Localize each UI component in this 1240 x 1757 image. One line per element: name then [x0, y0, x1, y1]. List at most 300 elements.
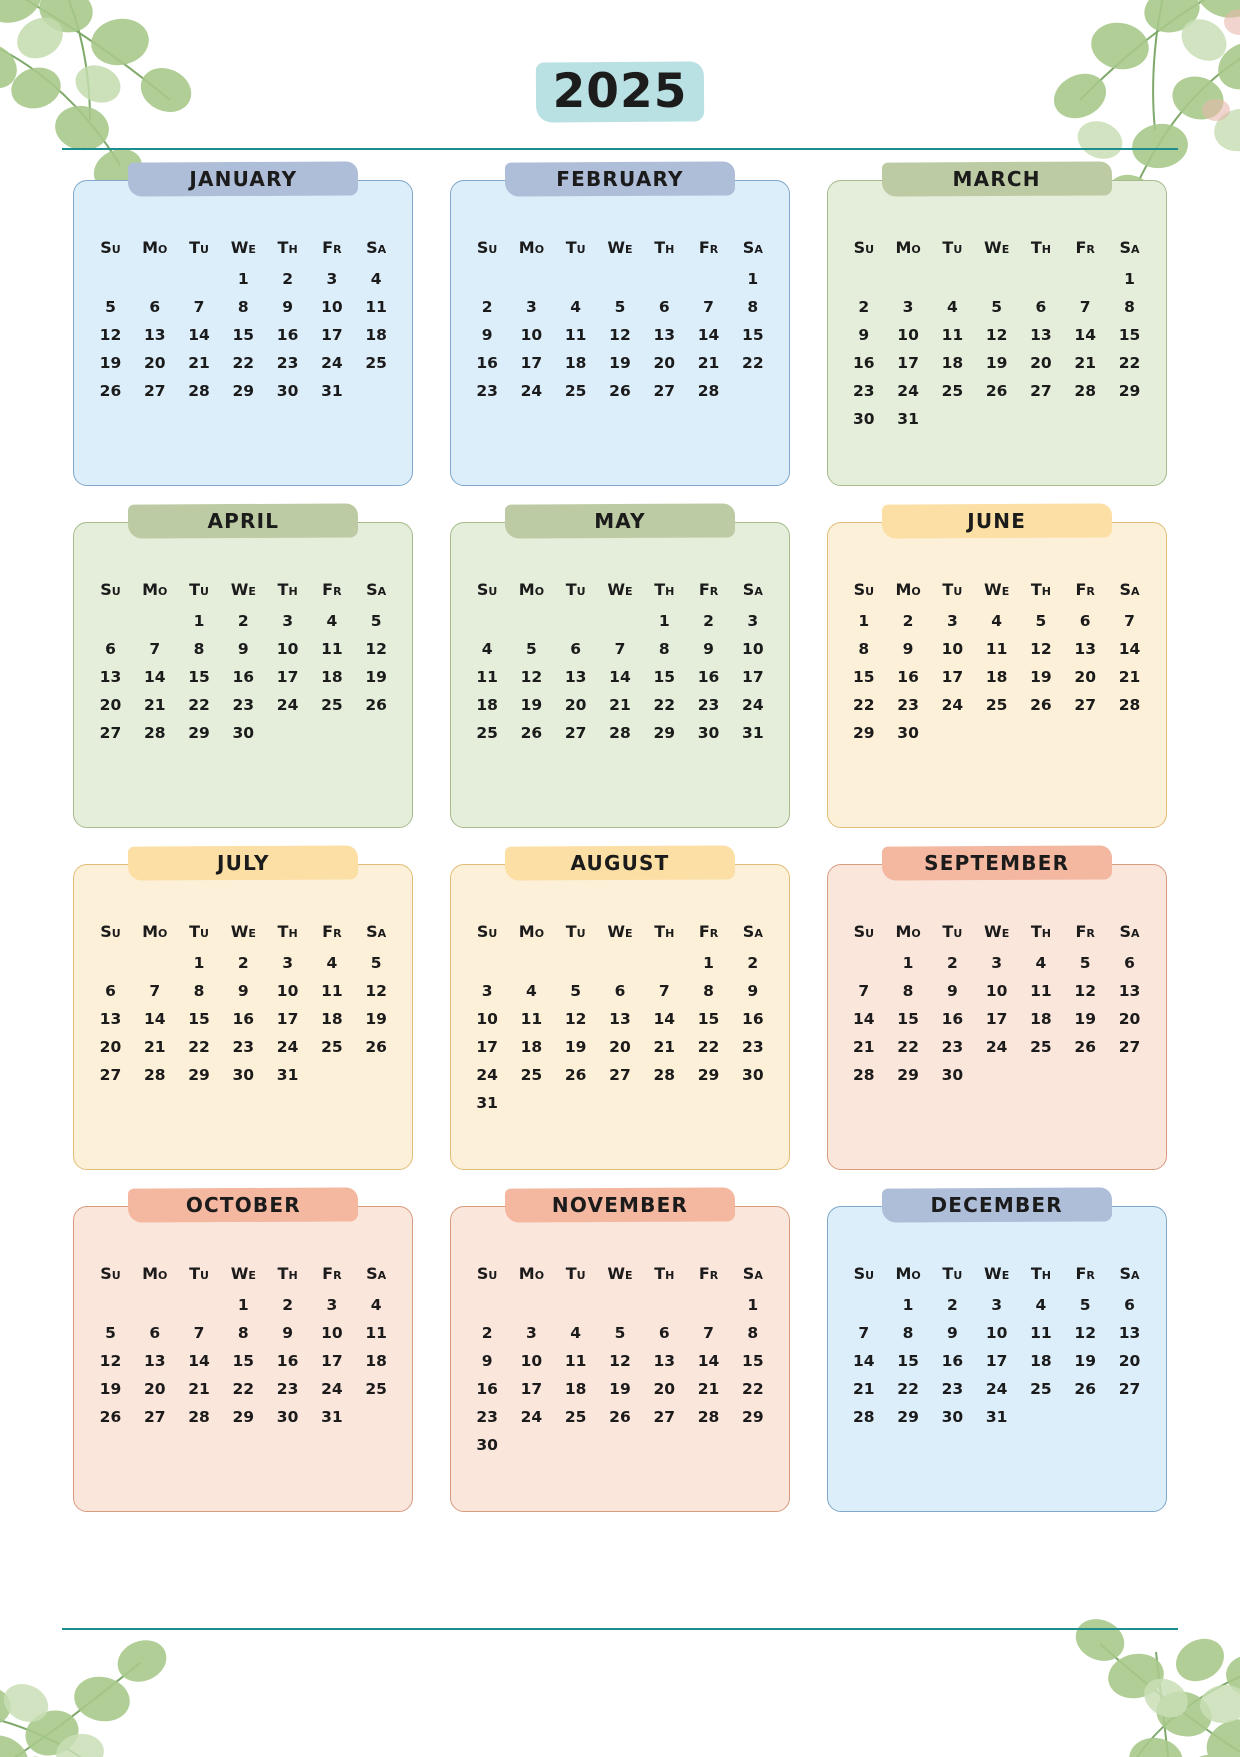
- day-cell[interactable]: 16: [276, 1352, 299, 1370]
- day-cell[interactable]: 23: [476, 382, 498, 400]
- day-cell[interactable]: 25: [321, 1038, 343, 1056]
- day-cell[interactable]: 18: [564, 354, 587, 372]
- day-cell[interactable]: 5: [105, 1324, 116, 1342]
- day-cell[interactable]: 24: [520, 1408, 543, 1426]
- day-cell[interactable]: 12: [564, 1010, 587, 1028]
- day-cell[interactable]: 13: [1030, 326, 1052, 344]
- day-cell[interactable]: 23: [897, 696, 919, 714]
- day-cell[interactable]: 23: [476, 1408, 498, 1426]
- day-cell[interactable]: 25: [476, 724, 498, 742]
- day-cell[interactable]: 13: [143, 326, 166, 344]
- day-cell[interactable]: 22: [1118, 354, 1141, 372]
- day-cell[interactable]: 24: [321, 1380, 343, 1398]
- day-cell[interactable]: 1: [658, 612, 670, 630]
- day-cell[interactable]: 4: [570, 1324, 582, 1342]
- day-cell[interactable]: 7: [149, 640, 161, 658]
- day-cell[interactable]: 13: [653, 326, 676, 344]
- day-cell[interactable]: 6: [658, 1324, 670, 1342]
- day-cell[interactable]: 22: [897, 1380, 919, 1398]
- day-cell[interactable]: 10: [520, 326, 543, 344]
- day-cell[interactable]: 6: [1035, 298, 1047, 316]
- day-cell[interactable]: 26: [609, 382, 631, 400]
- day-cell[interactable]: 18: [1030, 1352, 1052, 1370]
- day-cell[interactable]: 12: [609, 326, 631, 344]
- day-cell[interactable]: 28: [1074, 382, 1096, 400]
- day-cell[interactable]: 3: [326, 1296, 338, 1314]
- day-cell[interactable]: 14: [1118, 640, 1141, 658]
- day-cell[interactable]: 30: [853, 410, 875, 428]
- day-cell[interactable]: 18: [321, 1010, 343, 1028]
- day-cell[interactable]: 15: [742, 326, 764, 344]
- day-cell[interactable]: 17: [742, 668, 764, 686]
- day-cell[interactable]: 26: [1074, 1380, 1096, 1398]
- day-cell[interactable]: 16: [276, 326, 299, 344]
- day-cell[interactable]: 4: [946, 298, 958, 316]
- day-cell[interactable]: 30: [697, 724, 720, 742]
- day-cell[interactable]: 26: [365, 696, 387, 714]
- day-cell[interactable]: 27: [1118, 1380, 1141, 1398]
- day-cell[interactable]: 5: [526, 640, 537, 658]
- day-cell[interactable]: 23: [276, 354, 299, 372]
- day-cell[interactable]: 21: [143, 696, 166, 714]
- day-cell[interactable]: 8: [1124, 298, 1135, 316]
- day-cell[interactable]: 2: [946, 1296, 958, 1314]
- day-cell[interactable]: 22: [188, 1038, 210, 1056]
- day-cell[interactable]: 29: [653, 724, 676, 742]
- day-cell[interactable]: 10: [897, 326, 919, 344]
- day-cell[interactable]: 28: [188, 382, 210, 400]
- day-cell[interactable]: 23: [941, 1038, 964, 1056]
- day-cell[interactable]: 18: [941, 354, 964, 372]
- day-cell[interactable]: 8: [703, 982, 714, 1000]
- day-cell[interactable]: 21: [853, 1380, 875, 1398]
- day-cell[interactable]: 21: [188, 1380, 210, 1398]
- day-cell[interactable]: 8: [658, 640, 670, 658]
- day-cell[interactable]: 10: [985, 1324, 1008, 1342]
- day-cell[interactable]: 10: [520, 1352, 543, 1370]
- day-cell[interactable]: 5: [370, 612, 382, 630]
- day-cell[interactable]: 26: [99, 1408, 122, 1426]
- day-cell[interactable]: 30: [742, 1066, 764, 1084]
- day-cell[interactable]: 24: [985, 1380, 1008, 1398]
- day-cell[interactable]: 15: [232, 326, 255, 344]
- day-cell[interactable]: 12: [365, 640, 387, 658]
- day-cell[interactable]: 24: [520, 382, 543, 400]
- day-cell[interactable]: 28: [853, 1066, 875, 1084]
- day-cell[interactable]: 21: [143, 1038, 166, 1056]
- day-cell[interactable]: 15: [188, 668, 210, 686]
- day-cell[interactable]: 9: [282, 298, 293, 316]
- day-cell[interactable]: 5: [570, 982, 582, 1000]
- day-cell[interactable]: 20: [143, 354, 166, 372]
- day-cell[interactable]: 7: [858, 982, 870, 1000]
- day-cell[interactable]: 17: [276, 668, 299, 686]
- day-cell[interactable]: 31: [476, 1094, 498, 1112]
- day-cell[interactable]: 7: [149, 982, 161, 1000]
- day-cell[interactable]: 19: [985, 354, 1008, 372]
- day-cell[interactable]: 10: [476, 1010, 498, 1028]
- day-cell[interactable]: 6: [105, 640, 116, 658]
- day-cell[interactable]: 26: [1030, 696, 1052, 714]
- day-cell[interactable]: 15: [1118, 326, 1141, 344]
- day-cell[interactable]: 31: [321, 1408, 343, 1426]
- day-cell[interactable]: 27: [653, 1408, 676, 1426]
- day-cell[interactable]: 7: [614, 640, 626, 658]
- day-cell[interactable]: 2: [481, 1324, 493, 1342]
- day-cell[interactable]: 1: [858, 612, 870, 630]
- day-cell[interactable]: 17: [897, 354, 919, 372]
- day-cell[interactable]: 21: [609, 696, 631, 714]
- day-cell[interactable]: 10: [941, 640, 964, 658]
- day-cell[interactable]: 14: [853, 1352, 875, 1370]
- day-cell[interactable]: 13: [609, 1010, 631, 1028]
- day-cell[interactable]: 3: [282, 612, 293, 630]
- day-cell[interactable]: 30: [941, 1408, 964, 1426]
- day-cell[interactable]: 11: [1030, 982, 1052, 1000]
- day-cell[interactable]: 12: [99, 326, 122, 344]
- day-cell[interactable]: 27: [1074, 696, 1096, 714]
- day-cell[interactable]: 12: [1074, 1324, 1096, 1342]
- day-cell[interactable]: 2: [481, 298, 493, 316]
- day-cell[interactable]: 28: [853, 1408, 875, 1426]
- day-cell[interactable]: 1: [237, 1296, 249, 1314]
- day-cell[interactable]: 5: [1035, 612, 1047, 630]
- day-cell[interactable]: 4: [1035, 954, 1047, 972]
- day-cell[interactable]: 11: [985, 640, 1008, 658]
- day-cell[interactable]: 20: [653, 1380, 676, 1398]
- day-cell[interactable]: 28: [697, 382, 720, 400]
- day-cell[interactable]: 5: [1079, 1296, 1091, 1314]
- day-cell[interactable]: 19: [99, 1380, 122, 1398]
- day-cell[interactable]: 5: [370, 954, 382, 972]
- day-cell[interactable]: 31: [897, 410, 919, 428]
- day-cell[interactable]: 25: [985, 696, 1008, 714]
- day-cell[interactable]: 22: [897, 1038, 919, 1056]
- day-cell[interactable]: 1: [747, 1296, 759, 1314]
- day-cell[interactable]: 27: [564, 724, 587, 742]
- day-cell[interactable]: 19: [564, 1038, 587, 1056]
- day-cell[interactable]: 18: [1030, 1010, 1052, 1028]
- day-cell[interactable]: 7: [858, 1324, 870, 1342]
- day-cell[interactable]: 8: [193, 640, 205, 658]
- day-cell[interactable]: 10: [321, 1324, 343, 1342]
- day-cell[interactable]: 24: [276, 696, 299, 714]
- day-cell[interactable]: 11: [564, 1352, 587, 1370]
- day-cell[interactable]: 4: [526, 982, 537, 1000]
- day-cell[interactable]: 5: [991, 298, 1003, 316]
- day-cell[interactable]: 3: [902, 298, 914, 316]
- day-cell[interactable]: 17: [520, 1380, 543, 1398]
- day-cell[interactable]: 10: [276, 640, 299, 658]
- day-cell[interactable]: 8: [237, 298, 249, 316]
- day-cell[interactable]: 14: [1074, 326, 1096, 344]
- day-cell[interactable]: 16: [476, 354, 498, 372]
- day-cell[interactable]: 9: [703, 640, 714, 658]
- day-cell[interactable]: 17: [985, 1010, 1008, 1028]
- day-cell[interactable]: 8: [237, 1324, 249, 1342]
- day-cell[interactable]: 2: [282, 270, 293, 288]
- day-cell[interactable]: 12: [985, 326, 1008, 344]
- day-cell[interactable]: 15: [742, 1352, 764, 1370]
- day-cell[interactable]: 13: [143, 1352, 166, 1370]
- day-cell[interactable]: 8: [902, 982, 914, 1000]
- day-cell[interactable]: 30: [897, 724, 919, 742]
- day-cell[interactable]: 18: [520, 1038, 543, 1056]
- day-cell[interactable]: 27: [143, 1408, 166, 1426]
- day-cell[interactable]: 26: [1074, 1038, 1096, 1056]
- day-cell[interactable]: 29: [853, 724, 875, 742]
- day-cell[interactable]: 10: [276, 982, 299, 1000]
- day-cell[interactable]: 7: [193, 298, 205, 316]
- day-cell[interactable]: 9: [237, 982, 249, 1000]
- day-cell[interactable]: 27: [609, 1066, 631, 1084]
- day-cell[interactable]: 10: [985, 982, 1008, 1000]
- day-cell[interactable]: 25: [321, 696, 343, 714]
- day-cell[interactable]: 27: [1030, 382, 1052, 400]
- day-cell[interactable]: 1: [1124, 270, 1135, 288]
- day-cell[interactable]: 22: [853, 696, 875, 714]
- day-cell[interactable]: 24: [476, 1066, 498, 1084]
- day-cell[interactable]: 31: [321, 382, 343, 400]
- day-cell[interactable]: 22: [188, 696, 210, 714]
- day-cell[interactable]: 4: [570, 298, 582, 316]
- day-cell[interactable]: 18: [365, 1352, 387, 1370]
- day-cell[interactable]: 20: [1118, 1010, 1141, 1028]
- day-cell[interactable]: 9: [902, 640, 914, 658]
- day-cell[interactable]: 9: [237, 640, 249, 658]
- day-cell[interactable]: 20: [1030, 354, 1052, 372]
- day-cell[interactable]: 20: [609, 1038, 631, 1056]
- day-cell[interactable]: 17: [476, 1038, 498, 1056]
- day-cell[interactable]: 12: [520, 668, 543, 686]
- day-cell[interactable]: 7: [1079, 298, 1091, 316]
- day-cell[interactable]: 10: [742, 640, 764, 658]
- day-cell[interactable]: 16: [232, 668, 255, 686]
- day-cell[interactable]: 4: [991, 612, 1003, 630]
- day-cell[interactable]: 14: [143, 668, 166, 686]
- day-cell[interactable]: 8: [747, 298, 759, 316]
- day-cell[interactable]: 1: [703, 954, 714, 972]
- day-cell[interactable]: 16: [941, 1352, 964, 1370]
- day-cell[interactable]: 16: [897, 668, 919, 686]
- day-cell[interactable]: 12: [365, 982, 387, 1000]
- day-cell[interactable]: 1: [193, 954, 205, 972]
- day-cell[interactable]: 11: [941, 326, 964, 344]
- day-cell[interactable]: 28: [697, 1408, 720, 1426]
- day-cell[interactable]: 6: [1079, 612, 1091, 630]
- day-cell[interactable]: 14: [653, 1010, 676, 1028]
- day-cell[interactable]: 1: [902, 954, 914, 972]
- day-cell[interactable]: 22: [742, 1380, 764, 1398]
- day-cell[interactable]: 7: [703, 1324, 714, 1342]
- day-cell[interactable]: 18: [321, 668, 343, 686]
- day-cell[interactable]: 7: [193, 1324, 205, 1342]
- day-cell[interactable]: 25: [564, 382, 587, 400]
- day-cell[interactable]: 7: [703, 298, 714, 316]
- day-cell[interactable]: 13: [1074, 640, 1096, 658]
- day-cell[interactable]: 31: [276, 1066, 299, 1084]
- day-cell[interactable]: 21: [1118, 668, 1141, 686]
- day-cell[interactable]: 26: [985, 382, 1008, 400]
- day-cell[interactable]: 17: [321, 1352, 343, 1370]
- day-cell[interactable]: 17: [276, 1010, 299, 1028]
- day-cell[interactable]: 10: [321, 298, 343, 316]
- day-cell[interactable]: 22: [697, 1038, 720, 1056]
- day-cell[interactable]: 9: [946, 982, 958, 1000]
- day-cell[interactable]: 28: [143, 1066, 166, 1084]
- day-cell[interactable]: 29: [697, 1066, 720, 1084]
- day-cell[interactable]: 25: [1030, 1038, 1052, 1056]
- day-cell[interactable]: 3: [747, 612, 759, 630]
- day-cell[interactable]: 4: [326, 612, 338, 630]
- day-cell[interactable]: 6: [149, 1324, 161, 1342]
- day-cell[interactable]: 30: [276, 1408, 299, 1426]
- day-cell[interactable]: 29: [232, 382, 255, 400]
- day-cell[interactable]: 17: [321, 326, 343, 344]
- day-cell[interactable]: 22: [742, 354, 764, 372]
- day-cell[interactable]: 11: [365, 298, 387, 316]
- day-cell[interactable]: 30: [276, 382, 299, 400]
- day-cell[interactable]: 21: [697, 354, 720, 372]
- day-cell[interactable]: 27: [1118, 1038, 1141, 1056]
- day-cell[interactable]: 6: [570, 640, 582, 658]
- day-cell[interactable]: 28: [609, 724, 631, 742]
- day-cell[interactable]: 5: [614, 298, 626, 316]
- day-cell[interactable]: 23: [941, 1380, 964, 1398]
- day-cell[interactable]: 16: [742, 1010, 764, 1028]
- day-cell[interactable]: 15: [853, 668, 875, 686]
- day-cell[interactable]: 28: [653, 1066, 676, 1084]
- day-cell[interactable]: 6: [105, 982, 116, 1000]
- day-cell[interactable]: 19: [1074, 1010, 1096, 1028]
- day-cell[interactable]: 9: [858, 326, 870, 344]
- day-cell[interactable]: 29: [188, 1066, 210, 1084]
- day-cell[interactable]: 2: [902, 612, 914, 630]
- day-cell[interactable]: 8: [858, 640, 870, 658]
- day-cell[interactable]: 18: [985, 668, 1008, 686]
- day-cell[interactable]: 21: [697, 1380, 720, 1398]
- day-cell[interactable]: 20: [564, 696, 587, 714]
- day-cell[interactable]: 14: [188, 1352, 210, 1370]
- day-cell[interactable]: 4: [1035, 1296, 1047, 1314]
- day-cell[interactable]: 30: [941, 1066, 964, 1084]
- day-cell[interactable]: 21: [653, 1038, 676, 1056]
- day-cell[interactable]: 14: [609, 668, 631, 686]
- day-cell[interactable]: 30: [232, 724, 255, 742]
- day-cell[interactable]: 30: [476, 1436, 498, 1454]
- day-cell[interactable]: 15: [232, 1352, 255, 1370]
- day-cell[interactable]: 14: [697, 1352, 720, 1370]
- day-cell[interactable]: 16: [476, 1380, 498, 1398]
- day-cell[interactable]: 21: [853, 1038, 875, 1056]
- day-cell[interactable]: 19: [609, 1380, 631, 1398]
- day-cell[interactable]: 3: [991, 1296, 1003, 1314]
- day-cell[interactable]: 8: [747, 1324, 759, 1342]
- day-cell[interactable]: 1: [237, 270, 249, 288]
- day-cell[interactable]: 6: [1124, 1296, 1135, 1314]
- day-cell[interactable]: 28: [1118, 696, 1141, 714]
- day-cell[interactable]: 17: [520, 354, 543, 372]
- day-cell[interactable]: 13: [99, 668, 122, 686]
- day-cell[interactable]: 9: [747, 982, 759, 1000]
- day-cell[interactable]: 11: [520, 1010, 543, 1028]
- day-cell[interactable]: 26: [609, 1408, 631, 1426]
- day-cell[interactable]: 11: [476, 668, 498, 686]
- day-cell[interactable]: 22: [232, 1380, 255, 1398]
- day-cell[interactable]: 14: [853, 1010, 875, 1028]
- day-cell[interactable]: 2: [747, 954, 759, 972]
- day-cell[interactable]: 13: [99, 1010, 122, 1028]
- day-cell[interactable]: 15: [897, 1010, 919, 1028]
- day-cell[interactable]: 19: [1074, 1352, 1096, 1370]
- day-cell[interactable]: 4: [326, 954, 338, 972]
- day-cell[interactable]: 19: [609, 354, 631, 372]
- day-cell[interactable]: 23: [232, 1038, 255, 1056]
- day-cell[interactable]: 12: [1074, 982, 1096, 1000]
- day-cell[interactable]: 9: [946, 1324, 958, 1342]
- day-cell[interactable]: 14: [697, 326, 720, 344]
- day-cell[interactable]: 27: [99, 724, 122, 742]
- day-cell[interactable]: 8: [902, 1324, 914, 1342]
- day-cell[interactable]: 7: [1124, 612, 1135, 630]
- day-cell[interactable]: 11: [321, 982, 343, 1000]
- day-cell[interactable]: 17: [985, 1352, 1008, 1370]
- day-cell[interactable]: 19: [1030, 668, 1052, 686]
- day-cell[interactable]: 24: [985, 1038, 1008, 1056]
- day-cell[interactable]: 3: [526, 298, 537, 316]
- day-cell[interactable]: 31: [742, 724, 764, 742]
- day-cell[interactable]: 25: [365, 354, 387, 372]
- day-cell[interactable]: 1: [747, 270, 759, 288]
- day-cell[interactable]: 5: [1079, 954, 1091, 972]
- day-cell[interactable]: 19: [99, 354, 122, 372]
- day-cell[interactable]: 5: [105, 298, 116, 316]
- day-cell[interactable]: 6: [149, 298, 161, 316]
- day-cell[interactable]: 13: [653, 1352, 676, 1370]
- day-cell[interactable]: 3: [991, 954, 1003, 972]
- day-cell[interactable]: 21: [1074, 354, 1096, 372]
- day-cell[interactable]: 5: [614, 1324, 626, 1342]
- day-cell[interactable]: 17: [941, 668, 964, 686]
- day-cell[interactable]: 28: [188, 1408, 210, 1426]
- day-cell[interactable]: 23: [697, 696, 720, 714]
- day-cell[interactable]: 9: [282, 1324, 293, 1342]
- day-cell[interactable]: 15: [188, 1010, 210, 1028]
- day-cell[interactable]: 13: [564, 668, 587, 686]
- day-cell[interactable]: 14: [188, 326, 210, 344]
- day-cell[interactable]: 20: [1074, 668, 1096, 686]
- day-cell[interactable]: 16: [941, 1010, 964, 1028]
- day-cell[interactable]: 29: [897, 1066, 919, 1084]
- day-cell[interactable]: 2: [237, 954, 249, 972]
- day-cell[interactable]: 31: [985, 1408, 1008, 1426]
- day-cell[interactable]: 16: [853, 354, 875, 372]
- day-cell[interactable]: 18: [476, 696, 498, 714]
- day-cell[interactable]: 18: [365, 326, 387, 344]
- day-cell[interactable]: 7: [658, 982, 670, 1000]
- day-cell[interactable]: 29: [1118, 382, 1141, 400]
- day-cell[interactable]: 26: [564, 1066, 587, 1084]
- day-cell[interactable]: 26: [520, 724, 543, 742]
- day-cell[interactable]: 6: [1124, 954, 1135, 972]
- day-cell[interactable]: 22: [232, 354, 255, 372]
- day-cell[interactable]: 12: [1030, 640, 1052, 658]
- day-cell[interactable]: 2: [946, 954, 958, 972]
- day-cell[interactable]: 26: [99, 382, 122, 400]
- day-cell[interactable]: 24: [941, 696, 964, 714]
- day-cell[interactable]: 25: [365, 1380, 387, 1398]
- day-cell[interactable]: 12: [99, 1352, 122, 1370]
